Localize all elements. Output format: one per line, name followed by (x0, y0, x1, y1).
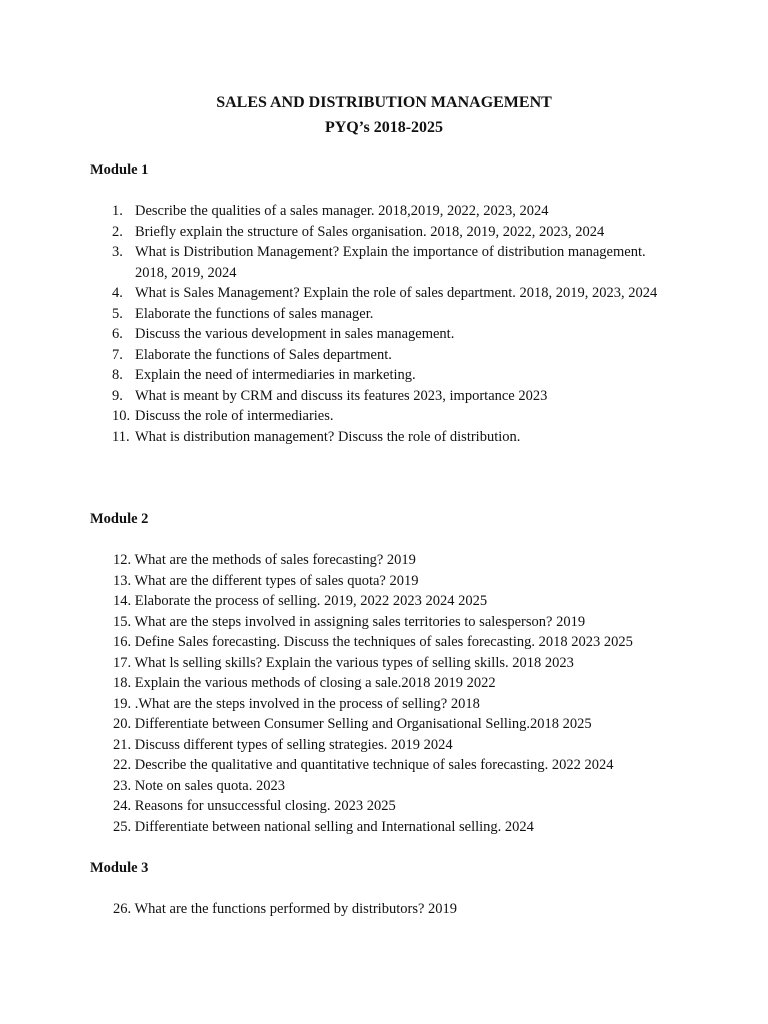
item-number: 6. (112, 326, 123, 342)
question-list (0, 899, 693, 920)
list-item (0, 550, 693, 571)
list-item (0, 386, 680, 407)
item-number: 10. (112, 408, 131, 424)
item-text: Describe the qualities of a sales manager. 2018,2019, 2022, 2023, 2024 (135, 203, 549, 219)
item-number: 11. (112, 428, 130, 445)
document-subtitle: PYQ’s 2018-2025 (324, 119, 444, 136)
module-heading: Module 1 (90, 162, 149, 178)
module-heading: Module 3 (90, 860, 149, 876)
item-number: 4. (112, 285, 123, 301)
list-item (0, 571, 693, 592)
item-number: 9. (112, 387, 123, 404)
item-number: 1. (112, 203, 123, 219)
item-text: 13. What are the different types of sales quota? 2019 (113, 572, 419, 589)
item-text: What is distribution management? Discuss the role of distribution. (135, 428, 521, 445)
item-text: 26. What are the functions performed by distributors? 2019 (113, 901, 458, 917)
item-text: Elaborate the functions of sales manager. (135, 305, 374, 322)
list-item (0, 365, 680, 386)
list-item (0, 345, 680, 366)
list-item (0, 283, 680, 304)
item-text: 17. What ls selling skills? Explain the various types of selling skills. 2018 2023 (113, 654, 574, 671)
item-text: What is Distribution Management? Explain the importance of distribution management. 2018, 2019, 2024 (135, 244, 646, 281)
list-item (0, 899, 693, 920)
item-text: 18. Explain the various methods of closing a sale.2018 2019 2022 (113, 675, 496, 691)
item-text: 16. Define Sales forecasting. Discuss the techniques of sales forecasting. 2018 2023 2025 (113, 634, 633, 650)
list-item (0, 242, 680, 283)
module-heading: Module 2 (90, 511, 149, 527)
item-text: What is Sales Management? Explain the role of sales department. 2018, 2019, 2023, 2024 (135, 285, 658, 301)
item-number: 2. (112, 223, 123, 240)
list-item (0, 612, 693, 633)
item-text: 12. What are the methods of sales forecasting? 2019 (113, 552, 416, 568)
list-item (0, 796, 693, 817)
item-text: Briefly explain the structure of Sales organisation. 2018, 2019, 2022, 2023, 2024 (135, 223, 605, 240)
item-text: 23. Note on sales quota. 2023 (113, 777, 285, 794)
list-item (0, 653, 693, 674)
item-text: Discuss the various development in sales management. (135, 326, 455, 342)
list-item (0, 755, 693, 776)
list-item (0, 406, 680, 427)
list-item (0, 776, 693, 797)
item-text: What is meant by CRM and discuss its features 2023, importance 2023 (135, 387, 548, 404)
item-text: 15. What are the steps involved in assigning sales territories to salesperson? 2019 (113, 613, 586, 630)
list-item (0, 201, 680, 222)
item-text: 19. .What are the steps involved in the process of selling? 2018 (113, 695, 480, 712)
list-item (0, 673, 693, 694)
question-list (0, 550, 693, 837)
list-item (0, 735, 693, 756)
item-text: 14. Elaborate the process of selling. 2019, 2022 2023 2024 2025 (113, 593, 488, 609)
item-number: 3. (112, 244, 123, 260)
item-text: Explain the need of intermediaries in marketing. (135, 367, 416, 383)
item-text: 22. Describe the qualitative and quantitative technique of sales forecasting. 2022 2024 (113, 757, 614, 773)
item-text: 21. Discuss different types of selling strategies. 2019 2024 (113, 736, 453, 753)
list-item (0, 694, 693, 715)
item-number: 8. (112, 367, 123, 383)
item-text: Discuss the role of intermediaries. (135, 408, 334, 424)
list-item (0, 324, 680, 345)
list-item (0, 817, 693, 838)
list-item (0, 714, 693, 735)
list-item (0, 632, 693, 653)
item-text: 24. Reasons for unsuccessful closing. 2023 2025 (113, 798, 396, 814)
item-text: 20. Differentiate between Consumer Selling and Organisational Selling.2018 2025 (113, 716, 592, 732)
item-number: 5. (112, 305, 123, 322)
item-number: 7. (112, 346, 123, 363)
document-title: SALES AND DISTRIBUTION MANAGEMENT (216, 94, 552, 111)
list-item (0, 591, 693, 612)
item-text: Elaborate the functions of Sales department. (135, 346, 392, 363)
list-item (0, 304, 680, 325)
item-text: 25. Differentiate between national selling and International selling. 2024 (113, 818, 534, 835)
list-item (0, 427, 680, 448)
question-list (0, 201, 680, 447)
list-item (0, 222, 680, 243)
